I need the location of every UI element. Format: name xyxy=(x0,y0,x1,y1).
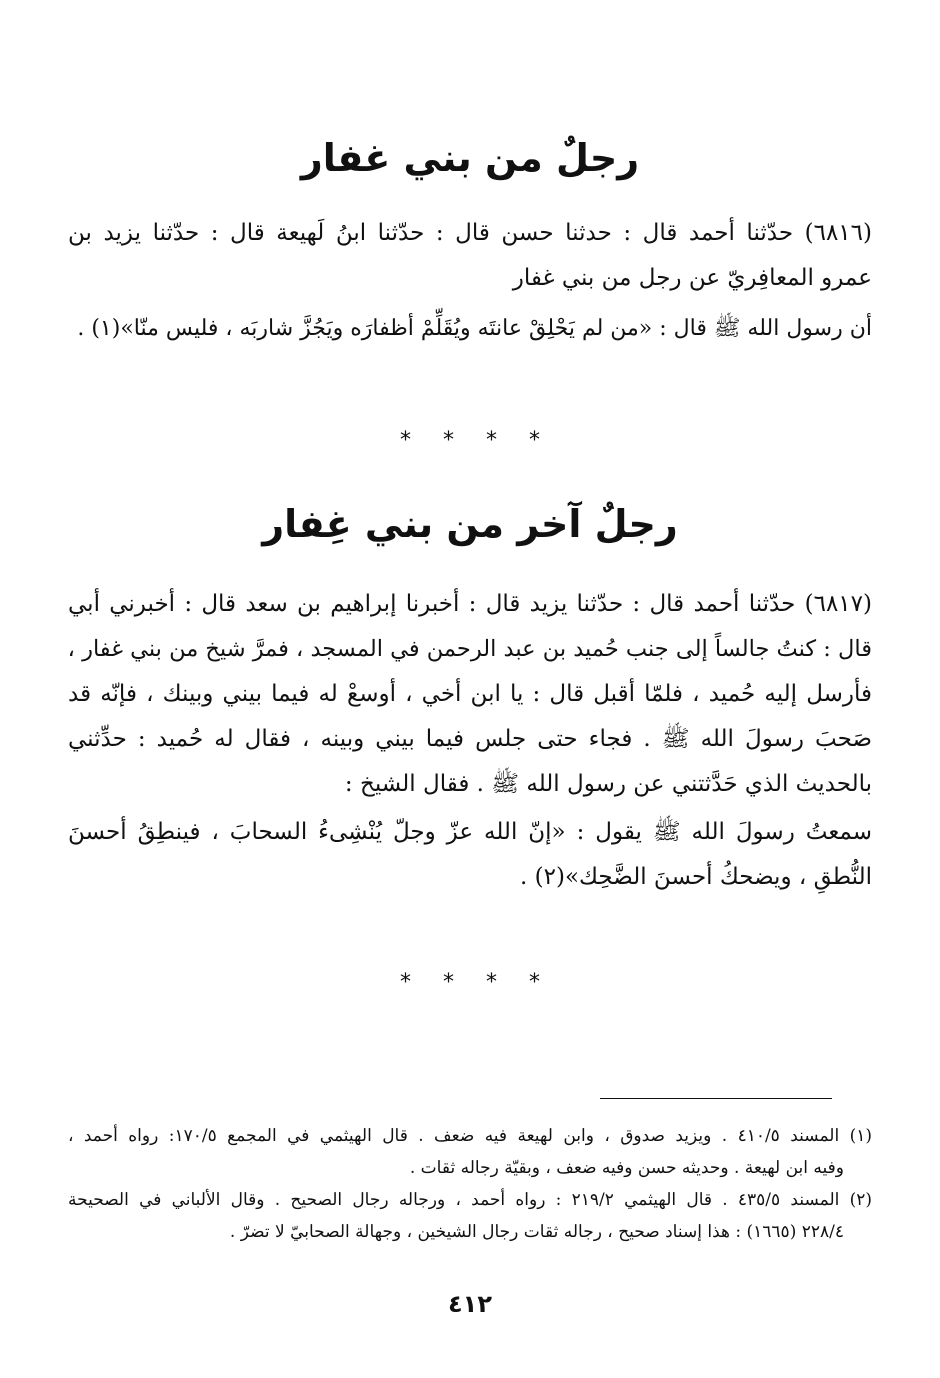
footnote-1-line-1: (١) المسند ٤١٠/٥ . ويزيد صدوق ، وابن لهيعة فيه ضعف . قال الهيثمي في المجمع ١٧٠/٥: رواه أحمد ، xyxy=(68,1126,872,1146)
hadith-6817-line-5: بالحديث الذي حَدَّثتني عن رسول الله ﷺ . فقال الشيخ : xyxy=(344,771,872,797)
footnote-divider xyxy=(600,1098,832,1099)
hadith-6817-line-3: فأرسل إليه حُميد ، فلمّا أقبل قال : يا ابن أخي ، أوسعْ له فيما بيني وبينك ، فإنّه قد xyxy=(68,681,872,707)
star: * xyxy=(529,428,540,453)
section-1-title: رجلٌ من بني غفار xyxy=(300,136,640,180)
star: * xyxy=(486,970,497,995)
section-2-title: رجلٌ آخر من بني غِفار xyxy=(262,502,678,546)
footnote-2-line-2: ٢٢٨/٤ (١٦٦٥) : هذا إسناد صحيح ، رجاله ثقات رجال الشيخين ، وجهالة الصحابيّ لا تضرّ . xyxy=(229,1222,844,1242)
star: * xyxy=(400,428,411,453)
page-number: ٤١٢ xyxy=(448,1290,492,1318)
hadith-6817-matn xyxy=(68,810,872,900)
star: * xyxy=(529,970,540,995)
footnote-1-line-2: وفيه ابن لهيعة . وحديثه حسن وفيه ضعف ، وبقيّة رجاله ثقات . xyxy=(409,1158,844,1178)
star: * xyxy=(400,970,411,995)
hadith-6817-line-2: قال : كنتُ جالساً إلى جنب حُميد بن عبد الرحمن في المسجد ، فمرَّ شيخ من بني غفار ، xyxy=(68,636,872,662)
hadith-6816-line-1: (٦٨١٦) حدّثنا أحمد قال : حدثنا حسن قال : حدّثنا ابنُ لَهيعة قال : حدّثنا يزيد بن xyxy=(68,220,872,246)
hadith-6817-line-4: صَحبَ رسولَ الله ﷺ . فجاء حتى جلس فيما بيني وبينه ، فقال له حُميد : حدِّثني xyxy=(68,726,872,752)
separator-stars-2 xyxy=(0,970,940,995)
hadith-6817-line-7: النُّطقِ ، ويضحكُ أحسنَ الضَّحِك»(٢) . xyxy=(520,864,872,890)
star: * xyxy=(486,428,497,453)
footnote-2-line-1: (٢) المسند ٤٣٥/٥ . قال الهيثمي ٢١٩/٢ : رواه أحمد ، ورجاله رجال الصحيح . وقال الألباني في الصحيحة xyxy=(68,1190,872,1210)
hadith-6817-line-1: (٦٨١٧) حدّثنا أحمد قال : حدّثنا يزيد قال : أخبرنا إبراهيم بن سعد قال : أخبرني أبي xyxy=(68,591,872,617)
hadith-6817-line-6: سمعتُ رسولَ الله ﷺ يقول : «إنّ الله عزّ وجلّ يُنْشِىءُ السحابَ ، فينطِقُ أحسنَ xyxy=(68,819,872,845)
separator-stars-1 xyxy=(0,428,940,453)
hadith-6816 xyxy=(68,211,872,301)
hadith-6816-line-2: عمرو المعافِريّ عن رجل من بني غفار xyxy=(512,265,872,291)
hadith-6817 xyxy=(68,582,872,807)
star: * xyxy=(443,428,454,453)
hadith-6816-matn xyxy=(68,306,872,351)
star: * xyxy=(443,970,454,995)
hadith-6816-line-3: أن رسول الله ﷺ قال : «من لم يَحْلِقْ عانتَه ويُقَلِّمْ أظفارَه ويَجُزَّ شاربَه ، فليس منّا»(١) . xyxy=(77,316,872,341)
footnotes xyxy=(68,1120,872,1248)
